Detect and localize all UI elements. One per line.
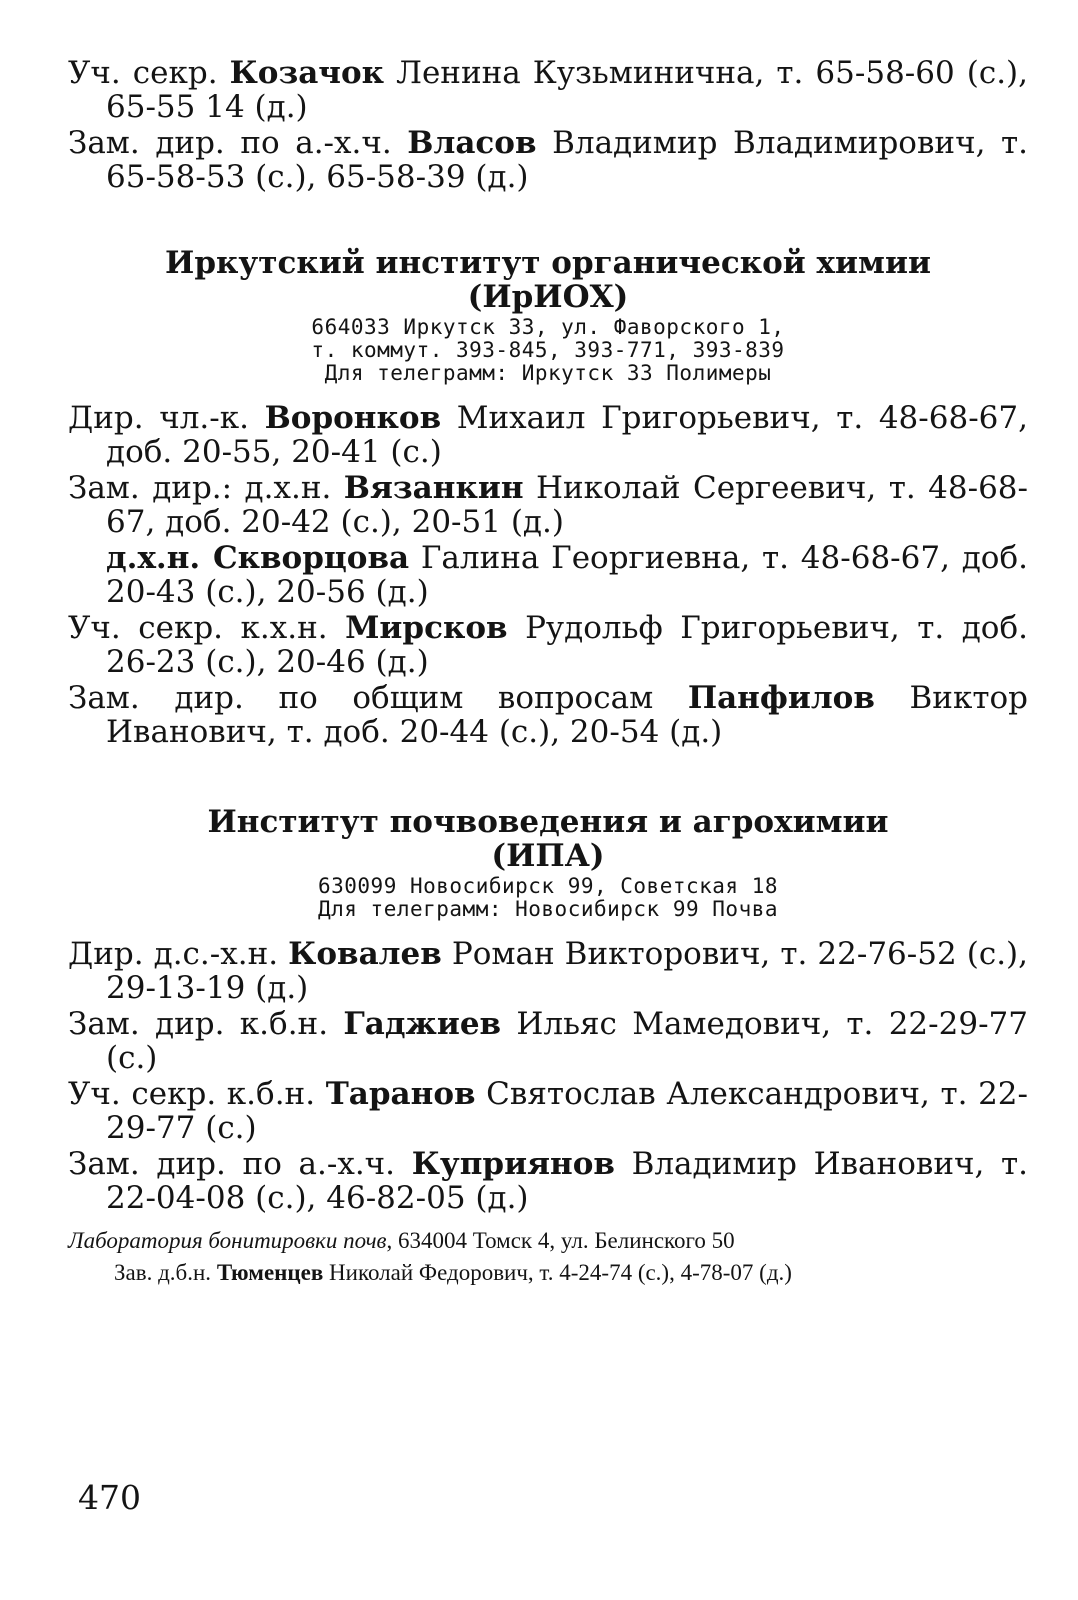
entry-position: Дир. д.с.-х.н. <box>68 936 289 972</box>
irioh-address <box>68 316 1028 385</box>
entry-taranov <box>68 1077 1028 1145</box>
entry-details: Святослав Александрович, т. 22-29-77 (с.) <box>106 1076 1029 1146</box>
entry-position: Зам. дир. по общим вопросам <box>68 680 688 716</box>
entry-position: Зам. дир. по а.-х.ч. <box>68 125 408 161</box>
entry-kovalev <box>68 937 1028 1005</box>
entry-details: Николай Федорович, т. 4-24-74 (с.), 4-78-07 (д.) <box>323 1260 792 1285</box>
entry-panfilov <box>68 681 1028 749</box>
entry-details: Рудольф Григорьевич, т. доб. 26-23 (с.), 20-46 (д.) <box>106 610 1028 680</box>
entry-position: Зам. дир. по а.-х.ч. <box>68 1146 412 1182</box>
page-number: 470 <box>78 1478 141 1517</box>
entry-vyazankin <box>68 471 1028 539</box>
entry-voronkov <box>68 401 1028 469</box>
lab-line <box>68 1229 1028 1253</box>
lab-title: Лаборатория бонитировки почв <box>68 1228 387 1253</box>
entry-position: Зам. дир.: д.х.н. <box>68 470 344 506</box>
irioh-address-line2: т. коммут. 393-845, 393-771, 393-839 <box>311 338 785 362</box>
entry-surname: Панфилов <box>687 680 875 716</box>
entry-details: Роман Викторович, т. 22-76-52 (с.), 29-13-19 (д.) <box>106 936 1029 1006</box>
entry-position: д.х.н. <box>106 540 213 576</box>
irioh-telegram: Для телеграмм: Иркутск 33 Полимеры <box>324 361 772 385</box>
entry-surname: Скворцова <box>212 540 410 576</box>
lab-address: , 634004 Томск 4, ул. Белинского 50 <box>386 1228 735 1253</box>
entry-surname: Гаджиев <box>343 1006 502 1042</box>
irioh-title <box>68 246 1028 314</box>
entry-details: Ленина Кузьминична, т. 65-58-60 (с.), 65-55 14 (д.) <box>106 55 1028 125</box>
entry-kupriyanov <box>68 1147 1028 1215</box>
entry-skvortsova <box>68 541 1028 609</box>
entry-surname: Вязанкин <box>343 470 524 506</box>
entry-details: Владимир Иванович, т. 22-04-08 (с.), 46-82-05 (д.) <box>106 1146 1028 1216</box>
lab-head <box>68 1261 1028 1285</box>
irioh-title-line2: (ИрИОХ) <box>467 279 629 315</box>
entry-gadzhiev <box>68 1007 1028 1075</box>
irioh-title-line1: Иркутский институт органической химии <box>165 245 931 281</box>
ipa-telegram: Для телеграмм: Новосибирск 99 Почва <box>317 897 778 921</box>
entry-position: Уч. секр. к.х.н. <box>68 610 346 646</box>
entry-mirskov <box>68 611 1028 679</box>
entry-position: Уч. секр. к.б.н. <box>68 1076 326 1112</box>
entry-surname: Таранов <box>325 1076 476 1112</box>
entry-details: Галина Георгиевна, т. 48-68-67, доб. 20-43 (с.), 20-56 (д.) <box>106 540 1028 610</box>
ipa-title-line2: (ИПА) <box>491 838 605 874</box>
entry-details: Николай Сергеевич, т. 48-68-67, доб. 20-42 (с.), 20-51 (д.) <box>106 470 1029 540</box>
entry-details: Владимир Владимирович, т. 65-58-53 (с.), 65-58-39 (д.) <box>106 125 1028 195</box>
entry-surname: Куприянов <box>411 1146 615 1182</box>
ipa-address-line1: 630099 Новосибирск 99, Советская 18 <box>317 874 778 898</box>
entry-kozachok <box>68 56 1028 124</box>
ipa-title <box>68 805 1028 873</box>
entry-details: Ильяс Мамедович, т. 22-29-77 (с.) <box>106 1006 1028 1076</box>
entry-position: Уч. секр. <box>68 55 230 91</box>
entry-position: Зам. дир. к.б.н. <box>68 1006 344 1042</box>
entry-surname: Воронков <box>264 400 442 436</box>
entry-surname: Власов <box>407 125 537 161</box>
entry-surname: Тюменцев <box>216 1260 324 1285</box>
ipa-title-line1: Институт почвоведения и агрохимии <box>207 804 889 840</box>
entry-position: Дир. чл.-к. <box>68 400 265 436</box>
entry-details: Виктор Иванович, т. доб. 20-44 (с.), 20-54 (д.) <box>106 680 1028 750</box>
entry-surname: Мирсков <box>345 610 508 646</box>
entry-surname: Ковалев <box>288 936 442 972</box>
entry-position: Зав. д.б.н. <box>114 1260 217 1285</box>
ipa-address <box>68 875 1028 921</box>
entry-details: Михаил Григорьевич, т. 48-68-67, доб. 20-55, 20-41 (с.) <box>106 400 1028 470</box>
irioh-address-line1: 664033 Иркутск 33, ул. Фаворского 1, <box>311 315 785 339</box>
entry-vlasov <box>68 126 1028 194</box>
page <box>68 56 1028 1285</box>
entry-surname: Козачок <box>229 55 385 91</box>
